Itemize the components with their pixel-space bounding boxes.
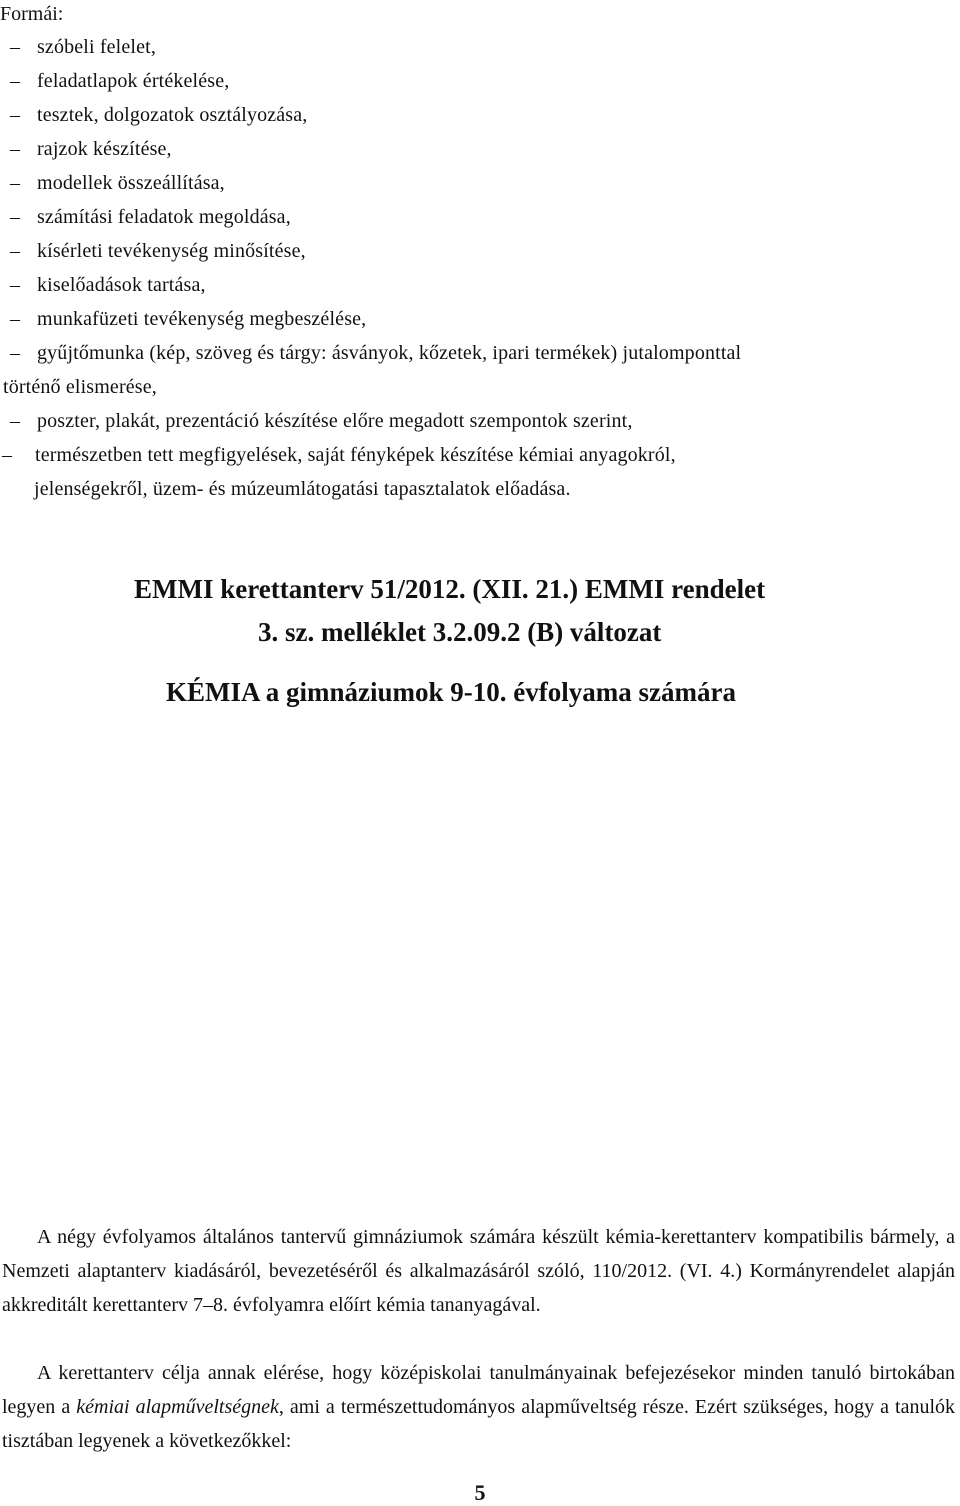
page-number: 5 [474, 1480, 486, 1505]
dash-bullet: – [10, 240, 21, 262]
dash-bullet: – [10, 206, 21, 228]
dash-bullet: – [10, 70, 21, 92]
dash-bullet: – [10, 410, 21, 432]
list-item: – számítási feladatok megoldása, [0, 200, 960, 234]
list-item: – természetben tett megfigyelések, saját fényképek készítése kémiai anyagokról, jelenségekről, üzem- és múzeumlátogatási tapasztalatok előadása. [0, 438, 960, 506]
dash-bullet: – [10, 342, 21, 364]
dash-bullet: – [10, 172, 21, 194]
list-item: – poszter, plakát, prezentáció készítése előre megadott szempontok szerint, [0, 404, 960, 438]
curriculum-title-line1: EMMI kerettanterv 51/2012. (XII. 21.) EMMI rendelet [134, 574, 766, 604]
list-item: – tesztek, dolgozatok osztályozása, [0, 98, 960, 132]
list-item: – modellek összeállítása, [0, 166, 960, 200]
forms-heading: Formái: [0, 3, 64, 25]
list-item: – kiselőadások tartása, [0, 268, 960, 302]
curriculum-subject-title: KÉMIA a gimnáziumok 9-10. évfolyama számára [166, 677, 736, 707]
list-item: – feladatlapok értékelése, [0, 64, 960, 98]
intro-paragraph-2: A kerettanterv célja annak elérése, hogy középiskolai tanulmányainak befejezésekor minden tanuló birtokában legyen a kémiai alapműveltségnek, ami a természettudományos alapműveltség része. Ezért szükséges, hogy a tanulók tisztában legyenek a következőkkel: [2, 1362, 956, 1452]
list-item: – gyűjtőmunka (kép, szöveg és tárgy: ásványok, kőzetek, ipari termékek) jutalomponttal történő elismerése, [0, 336, 960, 404]
list-item: – szóbeli felelet, [0, 30, 960, 64]
dash-bullet: – [10, 138, 21, 160]
emphasis-term: kémiai alapműveltségnek [76, 1396, 279, 1418]
intro-paragraph-1: A négy évfolyamos általános tantervű gimnáziumok számára készült kémia-kerettanterv kompatibilis bármely, a Nemzeti alaptanterv kiadásáról, bevezetéséről és alkalmazásáról szóló, 110/2012. (VI. 4.) Kormányrendelet alapján akkreditált kerettanterv 7–8. évfolyamra előírt kémia tananyagával. [2, 1226, 955, 1316]
list-item: – munkafüzeti tevékenység megbeszélése, [0, 302, 960, 336]
assessment-forms-list [0, 30, 960, 506]
curriculum-title-line2: 3. sz. melléklet 3.2.09.2 (B) változat [258, 617, 662, 647]
dash-bullet: – [10, 104, 21, 126]
list-item: – rajzok készítése, [0, 132, 960, 166]
dash-bullet: – [10, 308, 21, 330]
dash-bullet: – [2, 444, 13, 466]
list-item: – kísérleti tevékenység minősítése, [0, 234, 960, 268]
dash-bullet: – [10, 274, 21, 296]
dash-bullet: – [10, 36, 21, 58]
